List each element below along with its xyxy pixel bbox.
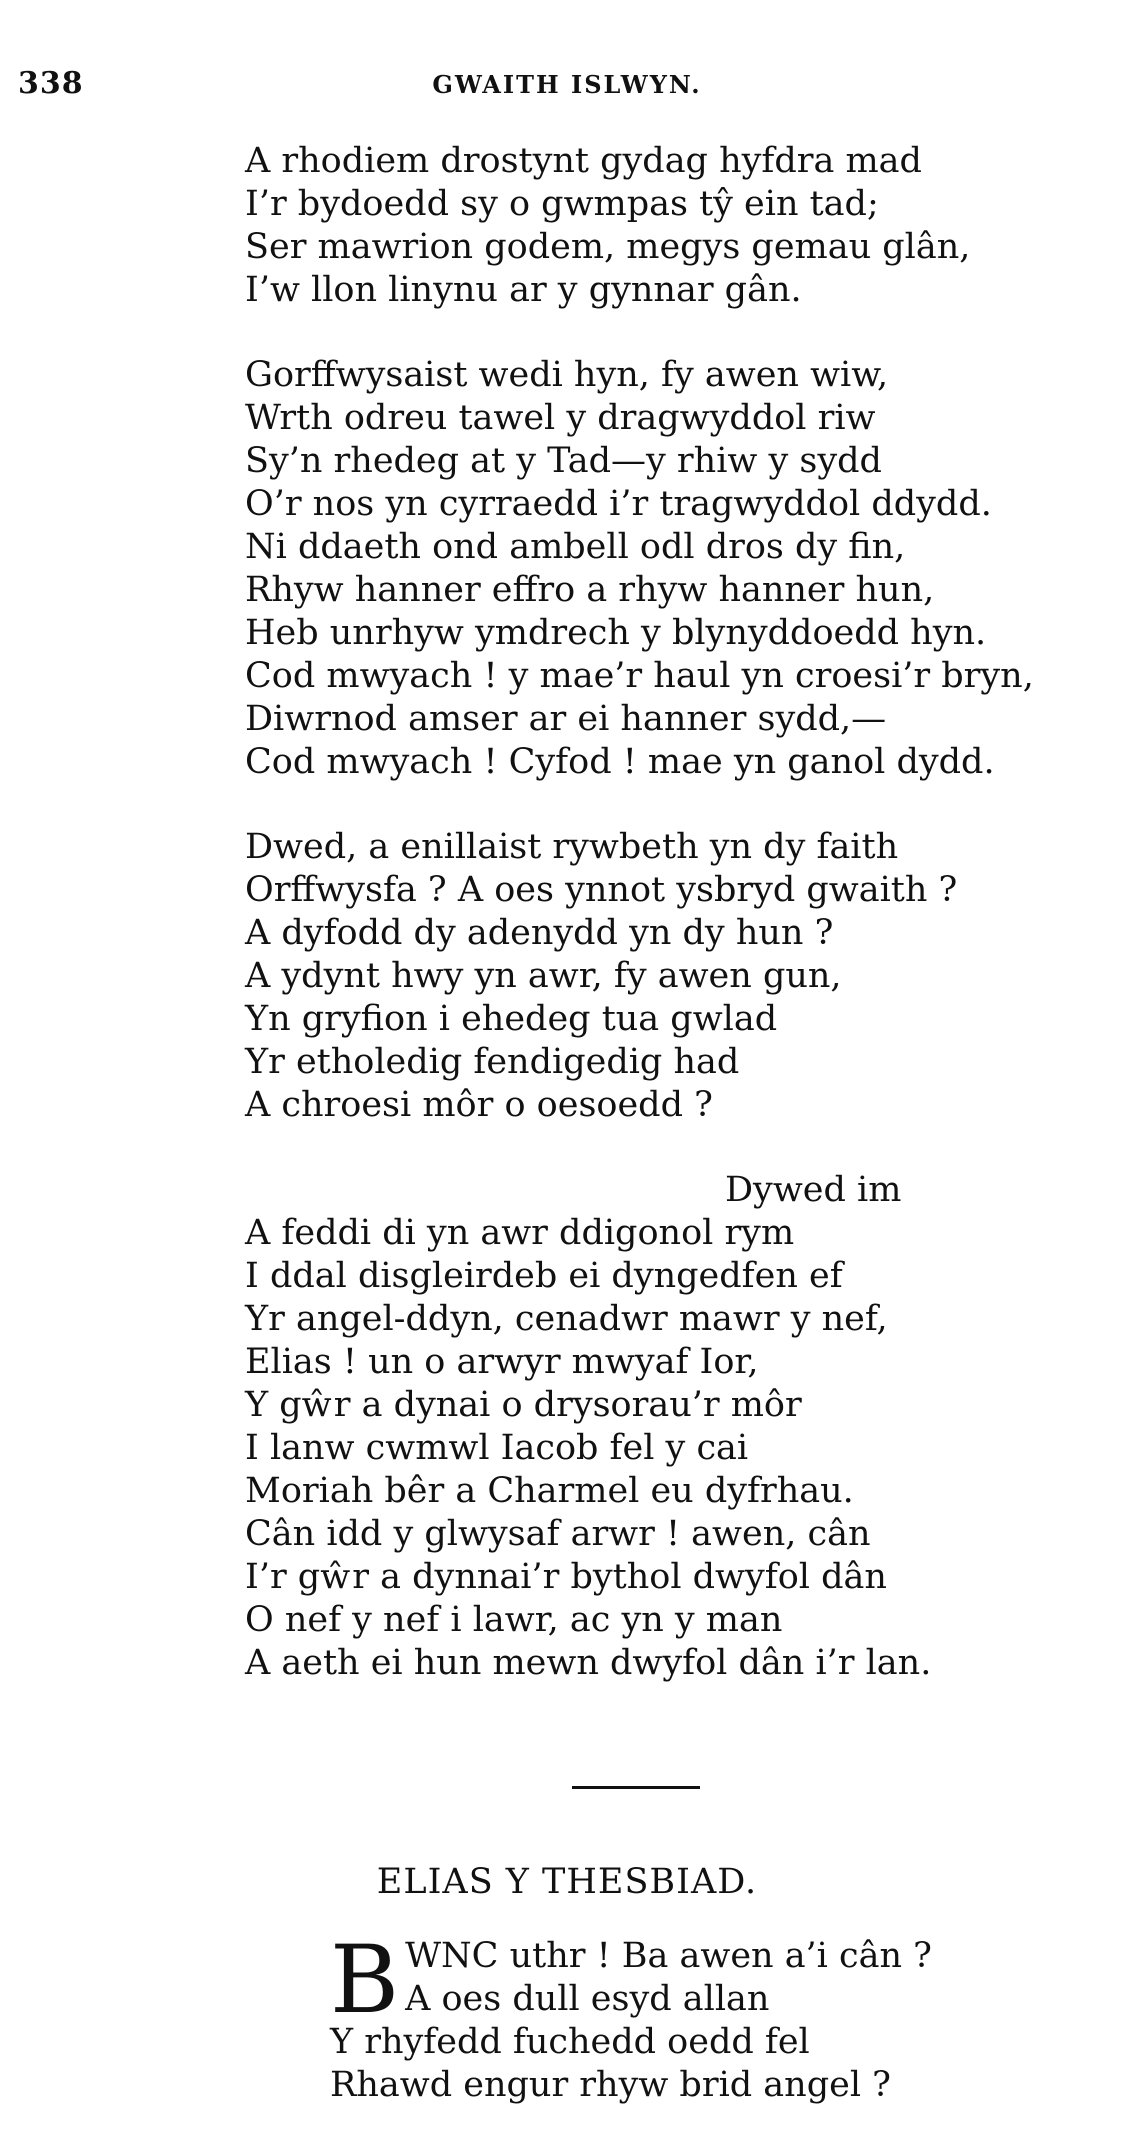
poem-line: Dwed, a enillaist rywbeth yn dy faith [245, 827, 899, 867]
poem-line: Yn gryfion i ehedeg tua gwlad [245, 999, 778, 1039]
poem-line: I lanw cwmwl Iacob fel y cai [245, 1428, 749, 1468]
poem-line: Wrth odreu tawel y dragwyddol riw [245, 398, 876, 438]
stanza [245, 354, 1105, 784]
poem-line: A feddi di yn awr ddigonol rym [245, 1213, 795, 1253]
poem-line: Yr etholedig fendigedig had [245, 1042, 740, 1082]
section-divider [572, 1786, 700, 1789]
poem-line: A oes dull esyd allan [405, 1979, 770, 2019]
section-title: ELIAS Y THESBIAD. [376, 1862, 758, 1902]
poem-line: I ddal disgleirdeb ei dyngedfen ef [245, 1256, 843, 1296]
poem-line: Ser mawrion godem, megys gemau glân, [245, 227, 971, 267]
poem-line: Yr angel-ddyn, cenadwr mawr y nef, [245, 1299, 888, 1339]
poem-line: A dyfodd dy adenydd yn dy hun ? [245, 913, 834, 953]
poem-line: Rhyw hanner effro a rhyw hanner hun, [245, 570, 935, 610]
poem-line: WNC uthr ! Ba awen a’i cân ? [405, 1936, 932, 1976]
stanza [245, 140, 1105, 312]
poem-line: Diwrnod amser ar ei hanner sydd,— [245, 699, 887, 739]
poem-line: Y rhyfedd fuchedd oedd fel [330, 2022, 810, 2062]
stanza [245, 1169, 1105, 1685]
poem-line: Ni ddaeth ond ambell odl dros dy fin, [245, 527, 906, 567]
second-poem-body [330, 1926, 1110, 2107]
poem-line: A ydynt hwy yn awr, fy awen gun, [245, 956, 842, 996]
poem-line: A aeth ei hun mewn dwyfol dân i’r lan. [245, 1643, 932, 1683]
poem-line: I’r bydoedd sy o gwmpas tŷ ein tad; [245, 184, 879, 224]
poem-line: A rhodiem drostynt gydag hyfdra mad [245, 141, 922, 181]
poem-line: I’r gŵr a dynnai’r bythol dwyfol dân [245, 1557, 887, 1597]
page-number: 338 [18, 66, 84, 101]
poem-line: Cod mwyach ! Cyfod ! mae yn ganol dydd. [245, 742, 995, 782]
poem-line: Rhawd engur rhyw brid angel ? [330, 2065, 891, 2105]
running-title: GWAITH ISLWYN. [432, 70, 702, 99]
poem-body [245, 140, 1105, 1727]
poem-line: Gorffwysaist wedi hyn, fy awen wiw, [245, 355, 889, 395]
poem-line: Y gŵr a dynai o drysorau’r môr [245, 1385, 802, 1425]
stanza [245, 826, 1105, 1127]
indented-line: Dywed im [725, 1170, 902, 1210]
drop-cap: B [330, 1926, 400, 2035]
poem-line: Cod mwyach ! y mae’r haul yn croesi’r bryn, [245, 656, 1034, 696]
poem-line: O’r nos yn cyrraedd i’r tragwyddol ddydd. [245, 484, 992, 524]
poem-line: Elias ! un o arwyr mwyaf Ior, [245, 1342, 759, 1382]
poem-line: Orffwysfa ? A oes ynnot ysbryd gwaith ? [245, 870, 958, 910]
poem-line: Sy’n rhedeg at y Tad—y rhiw y sydd [245, 441, 882, 481]
poem-line: Moriah bêr a Charmel eu dyfrhau. [245, 1471, 854, 1511]
poem-line: A chroesi môr o oesoedd ? [245, 1085, 713, 1125]
poem-line: Cân idd y glwysaf arwr ! awen, cân [245, 1514, 871, 1554]
poem-line: O nef y nef i lawr, ac yn y man [245, 1600, 783, 1640]
poem-line: I’w llon linynu ar y gynnar gân. [245, 270, 802, 310]
poem-line: Heb unrhyw ymdrech y blynyddoedd hyn. [245, 613, 987, 653]
